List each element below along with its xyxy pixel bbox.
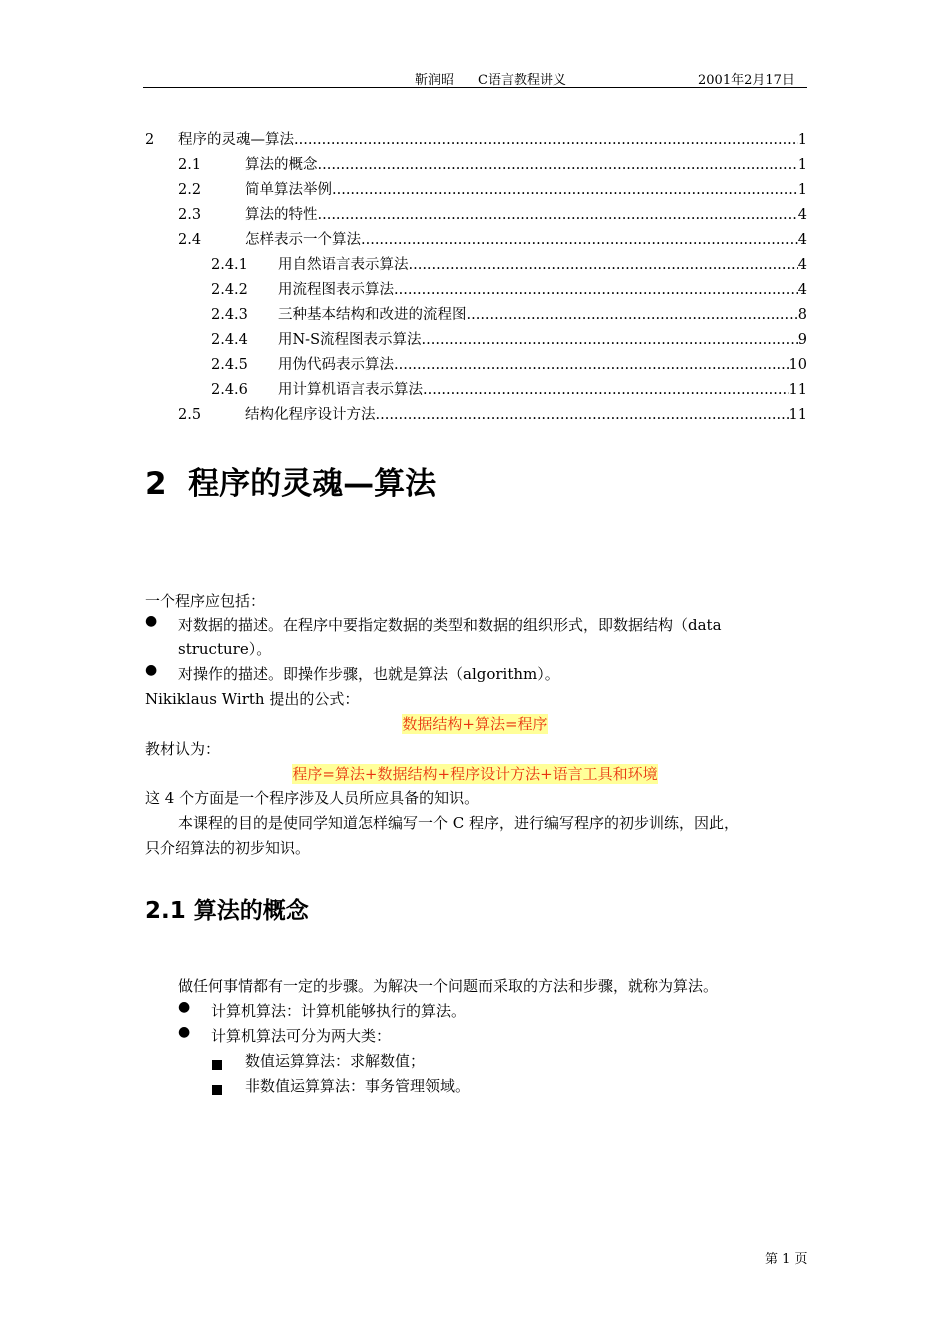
toc-leader	[361, 232, 798, 248]
toc-leader	[467, 307, 798, 323]
toc-page: 11	[788, 382, 807, 398]
toc-number: 2.4.4	[211, 332, 248, 348]
toc-number: 2.4.6	[211, 382, 248, 398]
bullet-computer-algorithm: 计算机算法：计算机能够执行的算法。	[211, 1002, 467, 1020]
header-rule	[143, 87, 807, 88]
bullet-dot-icon: ●	[178, 999, 191, 1015]
formula-wirth-row	[0, 712, 950, 736]
toc-title: 用流程图表示算法	[278, 282, 394, 298]
toc-number: 2.2	[178, 182, 202, 198]
toc-number: 2.4.1	[211, 257, 248, 273]
header-date: 2001年2月17日	[698, 73, 795, 88]
toc-title: 用自然语言表示算法	[278, 257, 409, 273]
bullet-dot-icon: ●	[145, 662, 158, 678]
bullet-algorithm-types: 计算机算法可分为两大类：	[211, 1027, 392, 1045]
formula-wirth: 数据结构+算法=程序	[402, 715, 548, 733]
toc-title: 用计算机语言表示算法	[278, 382, 423, 398]
toc-page: 10	[788, 357, 807, 373]
section-heading: 2.1 算法的概念	[145, 898, 309, 924]
toc-title: 简单算法举例	[245, 182, 332, 198]
toc-number: 2.5	[178, 407, 202, 423]
toc-leader	[409, 257, 798, 273]
toc-page: 1	[797, 157, 807, 173]
toc-number: 2.3	[178, 207, 202, 223]
toc-entry[interactable]	[211, 278, 807, 298]
toc-number: 2.4.5	[211, 357, 248, 373]
chapter-heading: 2 程序的灵魂—算法	[145, 466, 437, 502]
toc-leader	[318, 207, 798, 223]
formula-textbook: 程序=算法+数据结构+程序设计方法+语言工具和环境	[292, 765, 658, 783]
toc-entry[interactable]	[178, 403, 807, 423]
toc-page: 4	[797, 257, 807, 273]
purpose-text-cont: 只介绍算法的初步知识。	[145, 839, 311, 857]
section-paragraph: 做任何事情都有一定的步骤。为解决一个问题而采取的方法和步骤，就称为算法。	[178, 977, 719, 995]
header-author: 靳润昭	[415, 73, 455, 88]
formula-textbook-row	[0, 762, 950, 786]
toc-page: 4	[797, 282, 807, 298]
toc-number: 2	[145, 132, 155, 148]
toc-number: 2.4.2	[211, 282, 248, 298]
toc-number: 2.1	[178, 157, 202, 173]
toc-leader	[423, 382, 789, 398]
square-bullet-icon	[212, 1055, 222, 1074]
toc-entry[interactable]	[211, 378, 807, 398]
toc-page: 9	[797, 332, 807, 348]
bullet-data-description-cont: structure）。	[178, 640, 272, 658]
toc-leader	[318, 157, 798, 173]
toc-entry[interactable]	[178, 178, 807, 198]
toc-number: 2.4	[178, 232, 202, 248]
purpose-text: 本课程的目的是使同学知道怎样编写一个 C 程序，进行编写程序的初步训练，因此，	[178, 814, 740, 832]
wirth-text: Nikiklaus Wirth 提出的公式：	[145, 690, 360, 708]
toc-page: 4	[797, 207, 807, 223]
toc-title: 算法的概念	[245, 157, 318, 173]
toc-entry[interactable]	[178, 203, 807, 223]
bullet-dot-icon: ●	[145, 613, 158, 629]
toc-entry[interactable]	[178, 228, 807, 248]
toc-entry[interactable]	[211, 328, 807, 348]
toc-title: 用伪代码表示算法	[278, 357, 394, 373]
toc-page: 4	[797, 232, 807, 248]
bullet-dot-icon: ●	[178, 1024, 191, 1040]
toc-page: 1	[797, 132, 807, 148]
textbook-text: 教材认为：	[145, 740, 221, 758]
toc-title: 程序的灵魂—算法	[178, 132, 294, 148]
square-bullet-icon	[212, 1080, 222, 1099]
toc-leader	[422, 332, 798, 348]
toc-page: 1	[797, 182, 807, 198]
header-title: C语言教程讲义	[478, 73, 566, 88]
toc-entry[interactable]	[211, 353, 807, 373]
toc-leader	[394, 357, 789, 373]
toc-entry[interactable]	[145, 128, 807, 148]
toc-page: 11	[788, 407, 807, 423]
sub-bullet-non-numeric: 非数值运算算法：事务管理领域。	[245, 1077, 471, 1095]
bullet-data-description: 对数据的描述。在程序中要指定数据的类型和数据的组织形式，即数据结构（data	[178, 616, 722, 634]
four-aspects-text: 这 4 个方面是一个程序涉及人员所应具备的知识。	[145, 789, 480, 807]
toc-entry[interactable]	[211, 303, 807, 323]
toc-title: 怎样表示一个算法	[245, 232, 361, 248]
page-number: 第 1 页	[765, 1252, 808, 1267]
sub-bullet-numeric: 数值运算算法：求解数值；	[245, 1052, 426, 1070]
toc-page: 8	[797, 307, 807, 323]
toc-title: 用N-S流程图表示算法	[278, 332, 422, 348]
toc-entry[interactable]	[178, 153, 807, 173]
toc-entry[interactable]	[211, 253, 807, 273]
toc-leader	[332, 182, 798, 198]
toc-title: 三种基本结构和改进的流程图	[278, 307, 467, 323]
toc-leader	[394, 282, 798, 298]
intro-text: 一个程序应包括：	[145, 592, 266, 610]
toc-leader	[376, 407, 789, 423]
toc-title: 结构化程序设计方法	[245, 407, 376, 423]
toc-leader	[294, 132, 798, 148]
toc-number: 2.4.3	[211, 307, 248, 323]
bullet-operation-description: 对操作的描述。即操作步骤，也就是算法（algorithm）。	[178, 665, 560, 683]
toc-title: 算法的特性	[245, 207, 318, 223]
